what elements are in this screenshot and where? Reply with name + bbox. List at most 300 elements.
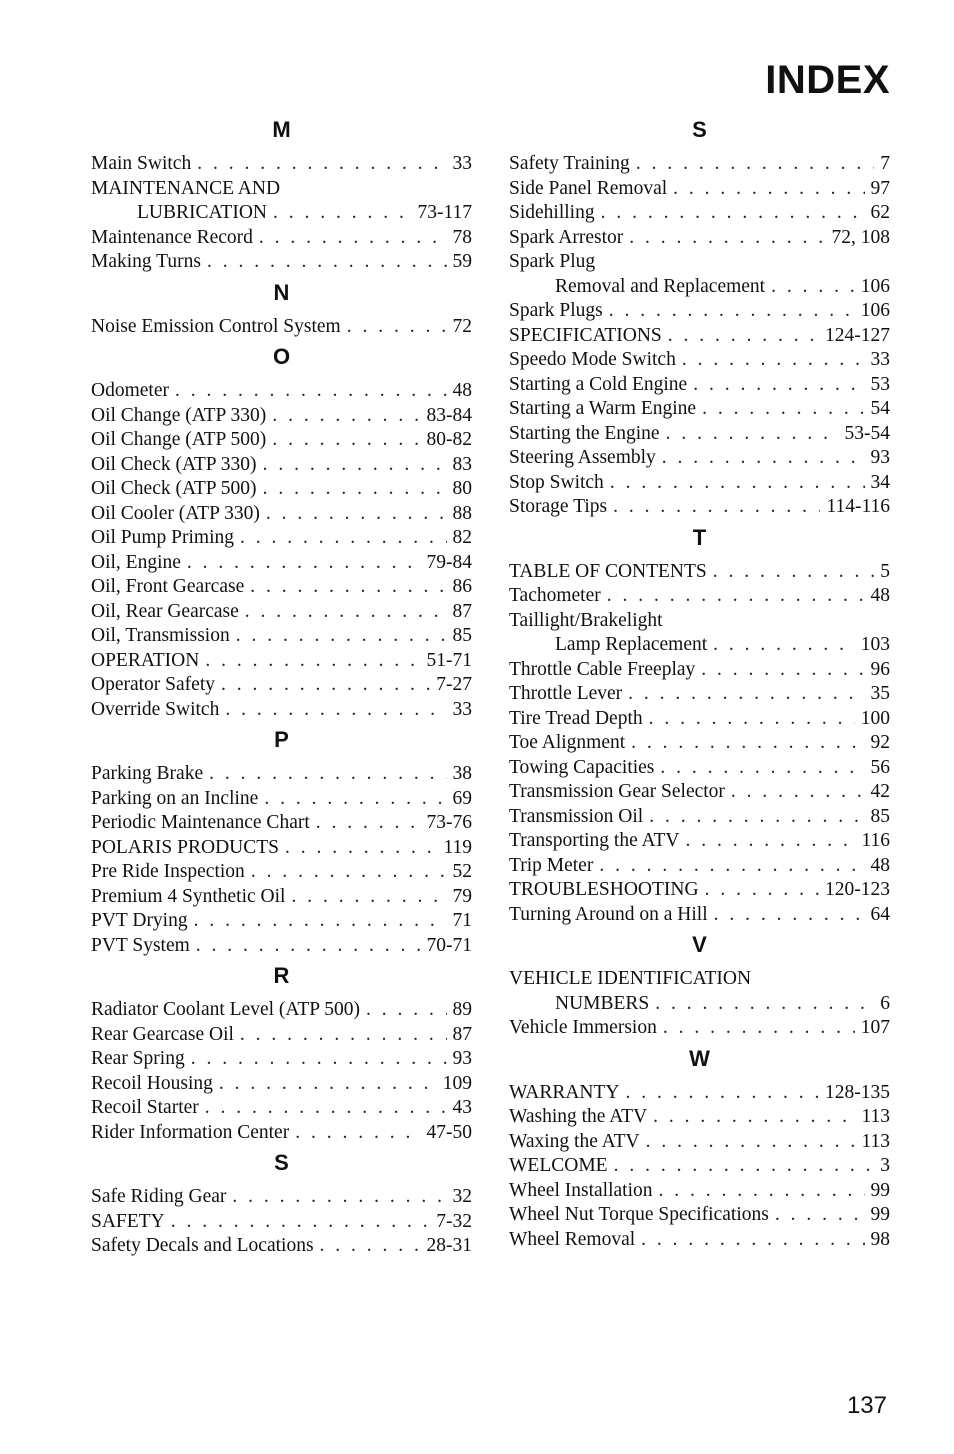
- index-section: [91, 281, 472, 340]
- dot-leader: [666, 422, 839, 447]
- entry-page-number: 62: [870, 202, 890, 223]
- entry-page-number: 82: [452, 527, 472, 548]
- index-entry: [509, 446, 890, 471]
- dot-leader: [251, 860, 447, 885]
- index-entry: [91, 1210, 472, 1235]
- dot-leader: [272, 428, 420, 453]
- entry-page-number: 128-135: [825, 1081, 890, 1103]
- dot-leader: [236, 624, 447, 649]
- index-entry: [91, 762, 472, 787]
- entry-page-number: 33: [452, 153, 472, 174]
- entry-title: Odometer: [91, 380, 169, 401]
- index-entry: [91, 1234, 472, 1259]
- dot-leader: [655, 992, 874, 1017]
- index-section: [509, 526, 890, 928]
- dot-leader: [701, 658, 864, 683]
- dot-leader: [614, 1154, 875, 1179]
- entry-title: Wheel Removal: [509, 1228, 636, 1250]
- entry-title: SAFETY: [91, 1210, 165, 1232]
- entry-page-number: 103: [860, 634, 890, 655]
- index-column-right: [509, 112, 890, 1258]
- entry-title: Transmission Gear Selector: [509, 781, 725, 802]
- section-letter: R: [273, 963, 290, 988]
- entry-title: Starting a Warm Engine: [509, 398, 697, 419]
- index-entry: [509, 495, 890, 520]
- entry-title: TABLE OF CONTENTS: [509, 560, 707, 582]
- index-entry: [91, 1096, 472, 1121]
- index-entry: [91, 177, 472, 226]
- dot-leader: [272, 404, 420, 429]
- dot-leader: [366, 998, 447, 1023]
- index-entry: [91, 315, 472, 340]
- entry-page-number: 79: [452, 885, 472, 907]
- entry-page-number: 6: [880, 992, 890, 1014]
- entry-title: Oil, Engine: [91, 551, 181, 573]
- entry-page-number: 53-54: [844, 422, 890, 444]
- index-entry: [91, 934, 472, 959]
- entry-page-number: 79-84: [426, 551, 472, 573]
- index-entry: [509, 250, 890, 299]
- index-entry: [509, 299, 890, 324]
- index-entry: [91, 575, 472, 600]
- dot-leader: [668, 324, 819, 349]
- entry-page-number: 109: [442, 1072, 472, 1094]
- index-entry: [91, 428, 472, 453]
- entry-page-number: 116: [861, 830, 890, 851]
- dot-leader: [320, 1234, 421, 1259]
- entry-page-number: 107: [860, 1017, 890, 1038]
- index-entry: [509, 731, 890, 756]
- entry-title: Main Switch: [91, 153, 192, 174]
- entry-page-number: 71: [452, 910, 472, 931]
- index-entry: [91, 698, 472, 723]
- entry-title: Safe Riding Gear: [91, 1186, 227, 1207]
- dot-leader: [659, 1179, 865, 1204]
- index-entry: [91, 624, 472, 649]
- section-letter: V: [692, 932, 707, 957]
- dot-leader: [649, 805, 864, 830]
- entry-title: Safety Decals and Locations: [91, 1235, 314, 1256]
- index-column-left: [91, 112, 472, 1265]
- index-section: [509, 118, 890, 520]
- section-letter: S: [274, 1150, 289, 1175]
- dot-leader: [263, 453, 447, 478]
- entry-page-number: 64: [870, 903, 890, 925]
- dot-leader: [628, 682, 864, 707]
- index-entry: [509, 1016, 890, 1041]
- dot-leader: [609, 299, 855, 324]
- entry-title: Turning Around on a Hill: [509, 903, 708, 925]
- index-entry: [91, 600, 472, 625]
- entry-page-number: 56: [870, 756, 890, 778]
- entry-title: Oil Pump Priming: [91, 527, 235, 548]
- entry-title: Transporting the ATV: [509, 830, 680, 851]
- entry-title: Premium 4 Synthetic Oil: [91, 885, 286, 907]
- entry-title: Oil, Transmission: [91, 625, 230, 646]
- index-entry: [91, 551, 472, 576]
- entry-page-number: 34: [870, 471, 890, 493]
- entry-page-number: 48: [452, 380, 472, 401]
- index-entry: [91, 526, 472, 551]
- dot-leader: [673, 177, 864, 202]
- dot-leader: [705, 878, 819, 903]
- entry-page-number: 87: [452, 1023, 472, 1045]
- entry-page-number: 92: [870, 732, 890, 753]
- index-section: [509, 933, 890, 1041]
- section-letter: O: [272, 344, 291, 369]
- entry-title: Vehicle Immersion: [509, 1017, 657, 1038]
- entry-title: TROUBLESHOOTING: [509, 879, 699, 900]
- index-entry: [509, 201, 890, 226]
- index-entry: [509, 422, 890, 447]
- entry-page-number: 3: [880, 1155, 890, 1176]
- dot-leader: [641, 1228, 864, 1253]
- index-entry: [509, 584, 890, 609]
- entry-title: Oil Change (ATP 500): [91, 429, 267, 450]
- index-entry: [91, 152, 472, 177]
- entry-page-number: 33: [452, 698, 472, 720]
- index-section: [91, 728, 472, 958]
- dot-leader: [263, 477, 447, 502]
- entry-page-number: 32: [452, 1186, 472, 1207]
- dot-leader: [663, 1016, 855, 1041]
- dot-leader: [610, 471, 865, 496]
- index-section: [91, 345, 472, 722]
- dot-leader: [221, 673, 430, 698]
- entry-page-number: 52: [452, 861, 472, 882]
- index-entry: [509, 854, 890, 879]
- index-entry: [509, 373, 890, 398]
- entry-page-number: 93: [452, 1048, 472, 1069]
- entry-title: Starting a Cold Engine: [509, 373, 688, 395]
- page-title: INDEX: [765, 58, 890, 102]
- section-letter: P: [274, 727, 289, 752]
- index-entry: [509, 829, 890, 854]
- dot-leader: [232, 1185, 446, 1210]
- entry-title: Wheel Nut Torque Specifications: [509, 1204, 769, 1225]
- entry-title: Periodic Maintenance Chart: [91, 812, 310, 833]
- entry-title: Making Turns: [91, 251, 201, 272]
- index-section: [509, 1047, 890, 1253]
- dot-leader: [607, 584, 865, 609]
- entry-title: Spark Plugs: [509, 300, 603, 321]
- index-entry: [509, 152, 890, 177]
- section-letter: S: [692, 117, 707, 142]
- entry-page-number: 106: [860, 300, 890, 321]
- index-entry: [91, 787, 472, 812]
- entry-page-number: 7: [880, 153, 890, 174]
- entry-title: WELCOME: [509, 1155, 608, 1176]
- index-entry: [509, 1154, 890, 1179]
- index-entry: [509, 878, 890, 903]
- index-entry: [91, 673, 472, 698]
- dot-leader: [629, 226, 825, 251]
- entry-page-number: 85: [452, 625, 472, 646]
- dot-leader: [631, 731, 864, 756]
- index-entry: [509, 1179, 890, 1204]
- entry-title: Stop Switch: [509, 471, 604, 493]
- entry-title: Rear Gearcase Oil: [91, 1023, 234, 1045]
- index-entry: [91, 1023, 472, 1048]
- entry-page-number: 114-116: [826, 496, 890, 517]
- dot-leader: [264, 787, 446, 812]
- entry-title: Oil, Rear Gearcase: [91, 600, 239, 622]
- entry-title: Rider Information Center: [91, 1121, 290, 1143]
- index-entry: [509, 177, 890, 202]
- entry-page-number: 48: [870, 585, 890, 606]
- entry-page-number: 5: [880, 560, 890, 582]
- entry-page-number: 86: [452, 576, 472, 597]
- entry-title: Rear Spring: [91, 1048, 185, 1069]
- dot-leader: [205, 649, 420, 674]
- entry-title: Steering Assembly: [509, 447, 656, 468]
- entry-page-number: 28-31: [426, 1235, 472, 1256]
- index-entry: [509, 780, 890, 805]
- index-entry: [509, 805, 890, 830]
- entry-subtitle: Lamp Replacement: [555, 634, 708, 655]
- index-entry: [509, 1130, 890, 1155]
- entry-title: PVT System: [91, 934, 190, 956]
- dot-leader: [347, 315, 447, 340]
- dot-leader: [775, 1203, 865, 1228]
- entry-title: Recoil Housing: [91, 1072, 213, 1094]
- entry-page-number: 53: [870, 373, 890, 395]
- entry-page-number: 80-82: [426, 429, 472, 450]
- dot-leader: [175, 379, 447, 404]
- index-entry: [91, 909, 472, 934]
- entry-page-number: 120-123: [825, 879, 890, 900]
- entry-page-number: 119: [443, 836, 472, 858]
- entry-page-number: 89: [452, 999, 472, 1020]
- entry-page-number: 98: [870, 1228, 890, 1250]
- entry-page-number: 88: [452, 502, 472, 524]
- section-letter: W: [689, 1045, 710, 1071]
- entry-subtitle: NUMBERS: [555, 992, 650, 1014]
- entry-title: WARRANTY: [509, 1081, 620, 1103]
- index-entry: [91, 502, 472, 527]
- index-entry: [509, 324, 890, 349]
- dot-leader: [731, 780, 865, 805]
- index-entry: [509, 471, 890, 496]
- entry-title: Transmission Oil: [509, 805, 644, 827]
- dot-leader: [599, 854, 864, 879]
- dot-leader: [205, 1096, 447, 1121]
- dot-leader: [240, 526, 446, 551]
- entry-title: Oil Check (ATP 330): [91, 453, 257, 475]
- entry-page-number: 97: [870, 177, 890, 199]
- entry-title: Oil Change (ATP 330): [91, 404, 267, 426]
- entry-page-number: 124-127: [825, 324, 890, 346]
- dot-leader: [187, 551, 421, 576]
- index-entry: [91, 1185, 472, 1210]
- entry-page-number: 7-27: [436, 674, 472, 695]
- entry-title: MAINTENANCE AND: [91, 177, 281, 199]
- entry-page-number: 73-117: [417, 202, 472, 223]
- entry-page-number: 43: [452, 1097, 472, 1118]
- entry-title: Throttle Lever: [509, 683, 623, 704]
- entry-title: Recoil Starter: [91, 1097, 199, 1118]
- index-entry: [509, 967, 890, 1016]
- entry-title: Noise Emission Control System: [91, 315, 341, 337]
- entry-page-number: 73-76: [426, 812, 472, 833]
- index-entry: [509, 348, 890, 373]
- index-section: [91, 964, 472, 1145]
- dot-leader: [771, 275, 855, 300]
- dot-leader: [713, 560, 874, 585]
- index-entry: [509, 1203, 890, 1228]
- dot-leader: [209, 762, 446, 787]
- entry-title: Wheel Installation: [509, 1179, 653, 1201]
- entry-page-number: 100: [860, 707, 890, 729]
- entry-page-number: 47-50: [426, 1121, 472, 1143]
- index-entry: [91, 885, 472, 910]
- entry-subtitle: LUBRICATION: [137, 202, 267, 223]
- dot-leader: [273, 201, 411, 226]
- entry-title: Throttle Cable Freeplay: [509, 658, 696, 680]
- entry-title: OPERATION: [91, 649, 200, 671]
- dot-leader: [266, 502, 447, 527]
- index-entry: [509, 226, 890, 251]
- index-entry: [91, 404, 472, 429]
- section-letter: T: [692, 524, 707, 550]
- index-entry: [509, 903, 890, 928]
- dot-leader: [682, 348, 865, 373]
- entry-page-number: 72: [452, 315, 472, 337]
- entry-title: Spark Plug: [509, 251, 596, 272]
- entry-page-number: 85: [870, 805, 890, 827]
- entry-page-number: 69: [452, 787, 472, 809]
- entry-title: VEHICLE IDENTIFICATION: [509, 968, 752, 989]
- dot-leader: [196, 934, 421, 959]
- dot-leader: [316, 811, 421, 836]
- entry-title: Taillight/Brakelight: [509, 609, 663, 631]
- dot-leader: [714, 903, 865, 928]
- entry-page-number: 106: [860, 275, 890, 297]
- index-section: [91, 118, 472, 275]
- entry-title: Towing Capacities: [509, 756, 655, 778]
- index-entry: [91, 1047, 472, 1072]
- entry-page-number: 54: [870, 398, 890, 419]
- index-entry: [509, 682, 890, 707]
- entry-title: Washing the ATV: [509, 1106, 648, 1127]
- entry-page-number: 93: [870, 447, 890, 468]
- entry-page-number: 7-32: [436, 1210, 472, 1232]
- entry-title: POLARIS PRODUCTS: [91, 836, 280, 858]
- index-entry: [509, 1081, 890, 1106]
- dot-leader: [240, 1023, 447, 1048]
- entry-page-number: 96: [870, 658, 890, 680]
- dot-leader: [613, 495, 820, 520]
- dot-leader: [285, 836, 437, 861]
- index-entry: [509, 1228, 890, 1253]
- section-letter: N: [273, 279, 290, 305]
- entry-page-number: 38: [452, 763, 472, 784]
- entry-title: Tachometer: [509, 585, 601, 606]
- entry-title: Operator Safety: [91, 674, 215, 695]
- dot-leader: [219, 1072, 437, 1097]
- entry-page-number: 35: [870, 683, 890, 704]
- entry-title: Storage Tips: [509, 496, 608, 517]
- entry-page-number: 72, 108: [831, 226, 890, 248]
- entry-page-number: 33: [870, 349, 890, 370]
- dot-leader: [693, 373, 864, 398]
- index-entry: [91, 379, 472, 404]
- entry-title: Spark Arrestor: [509, 226, 624, 248]
- dot-leader: [626, 1081, 820, 1106]
- dot-leader: [291, 885, 446, 910]
- entry-page-number: 113: [861, 1130, 890, 1152]
- entry-title: Waxing the ATV: [509, 1130, 640, 1152]
- dot-leader: [250, 575, 446, 600]
- dot-leader: [649, 707, 855, 732]
- index-entry: [509, 1105, 890, 1130]
- entry-page-number: 42: [870, 781, 890, 802]
- index-entry: [91, 1072, 472, 1097]
- index-entry: [91, 649, 472, 674]
- entry-page-number: 48: [870, 854, 890, 876]
- section-letter: M: [272, 117, 291, 142]
- dot-leader: [685, 829, 855, 854]
- dot-leader: [295, 1121, 420, 1146]
- index-entry: [509, 756, 890, 781]
- entry-page-number: 70-71: [426, 934, 472, 956]
- index-entry: [91, 998, 472, 1023]
- page-number: 137: [846, 1392, 887, 1419]
- entry-title: Safety Training: [509, 153, 630, 174]
- dot-leader: [225, 698, 446, 723]
- entry-title: PVT Drying: [91, 910, 188, 931]
- dot-leader: [245, 600, 447, 625]
- entry-page-number: 59: [452, 251, 472, 272]
- index-entry: [509, 397, 890, 422]
- dot-leader: [702, 397, 864, 422]
- index-section: [91, 1151, 472, 1259]
- entry-page-number: 51-71: [426, 649, 472, 671]
- dot-leader: [662, 446, 865, 471]
- entry-title: Oil Check (ATP 500): [91, 478, 257, 499]
- index-entry: [509, 707, 890, 732]
- entry-title: Pre Ride Inspection: [91, 861, 245, 882]
- entry-title: Starting the Engine: [509, 422, 660, 444]
- dot-leader: [636, 152, 874, 177]
- dot-leader: [194, 909, 447, 934]
- entry-title: Oil, Front Gearcase: [91, 576, 245, 597]
- dot-leader: [191, 1047, 447, 1072]
- index-entry: [509, 658, 890, 683]
- entry-title: Parking Brake: [91, 763, 204, 784]
- dot-leader: [660, 756, 864, 781]
- index-entry: [91, 453, 472, 478]
- index-entry: [91, 1121, 472, 1146]
- entry-title: Radiator Coolant Level (ATP 500): [91, 999, 360, 1020]
- entry-subtitle: Removal and Replacement: [555, 275, 766, 297]
- entry-page-number: 83-84: [426, 404, 472, 426]
- index-entry: [91, 477, 472, 502]
- dot-leader: [207, 250, 447, 275]
- index-entry: [91, 860, 472, 885]
- entry-page-number: 113: [861, 1106, 890, 1127]
- entry-title: Trip Meter: [509, 854, 594, 876]
- dot-leader: [197, 152, 446, 177]
- entry-title: SPECIFICATIONS: [509, 324, 662, 346]
- dot-leader: [713, 633, 855, 658]
- entry-title: Toe Alignment: [509, 732, 626, 753]
- index-entry: [509, 560, 890, 585]
- entry-title: Parking on an Incline: [91, 787, 259, 809]
- entry-page-number: 80: [452, 478, 472, 499]
- dot-leader: [601, 201, 865, 226]
- index-entry: [91, 811, 472, 836]
